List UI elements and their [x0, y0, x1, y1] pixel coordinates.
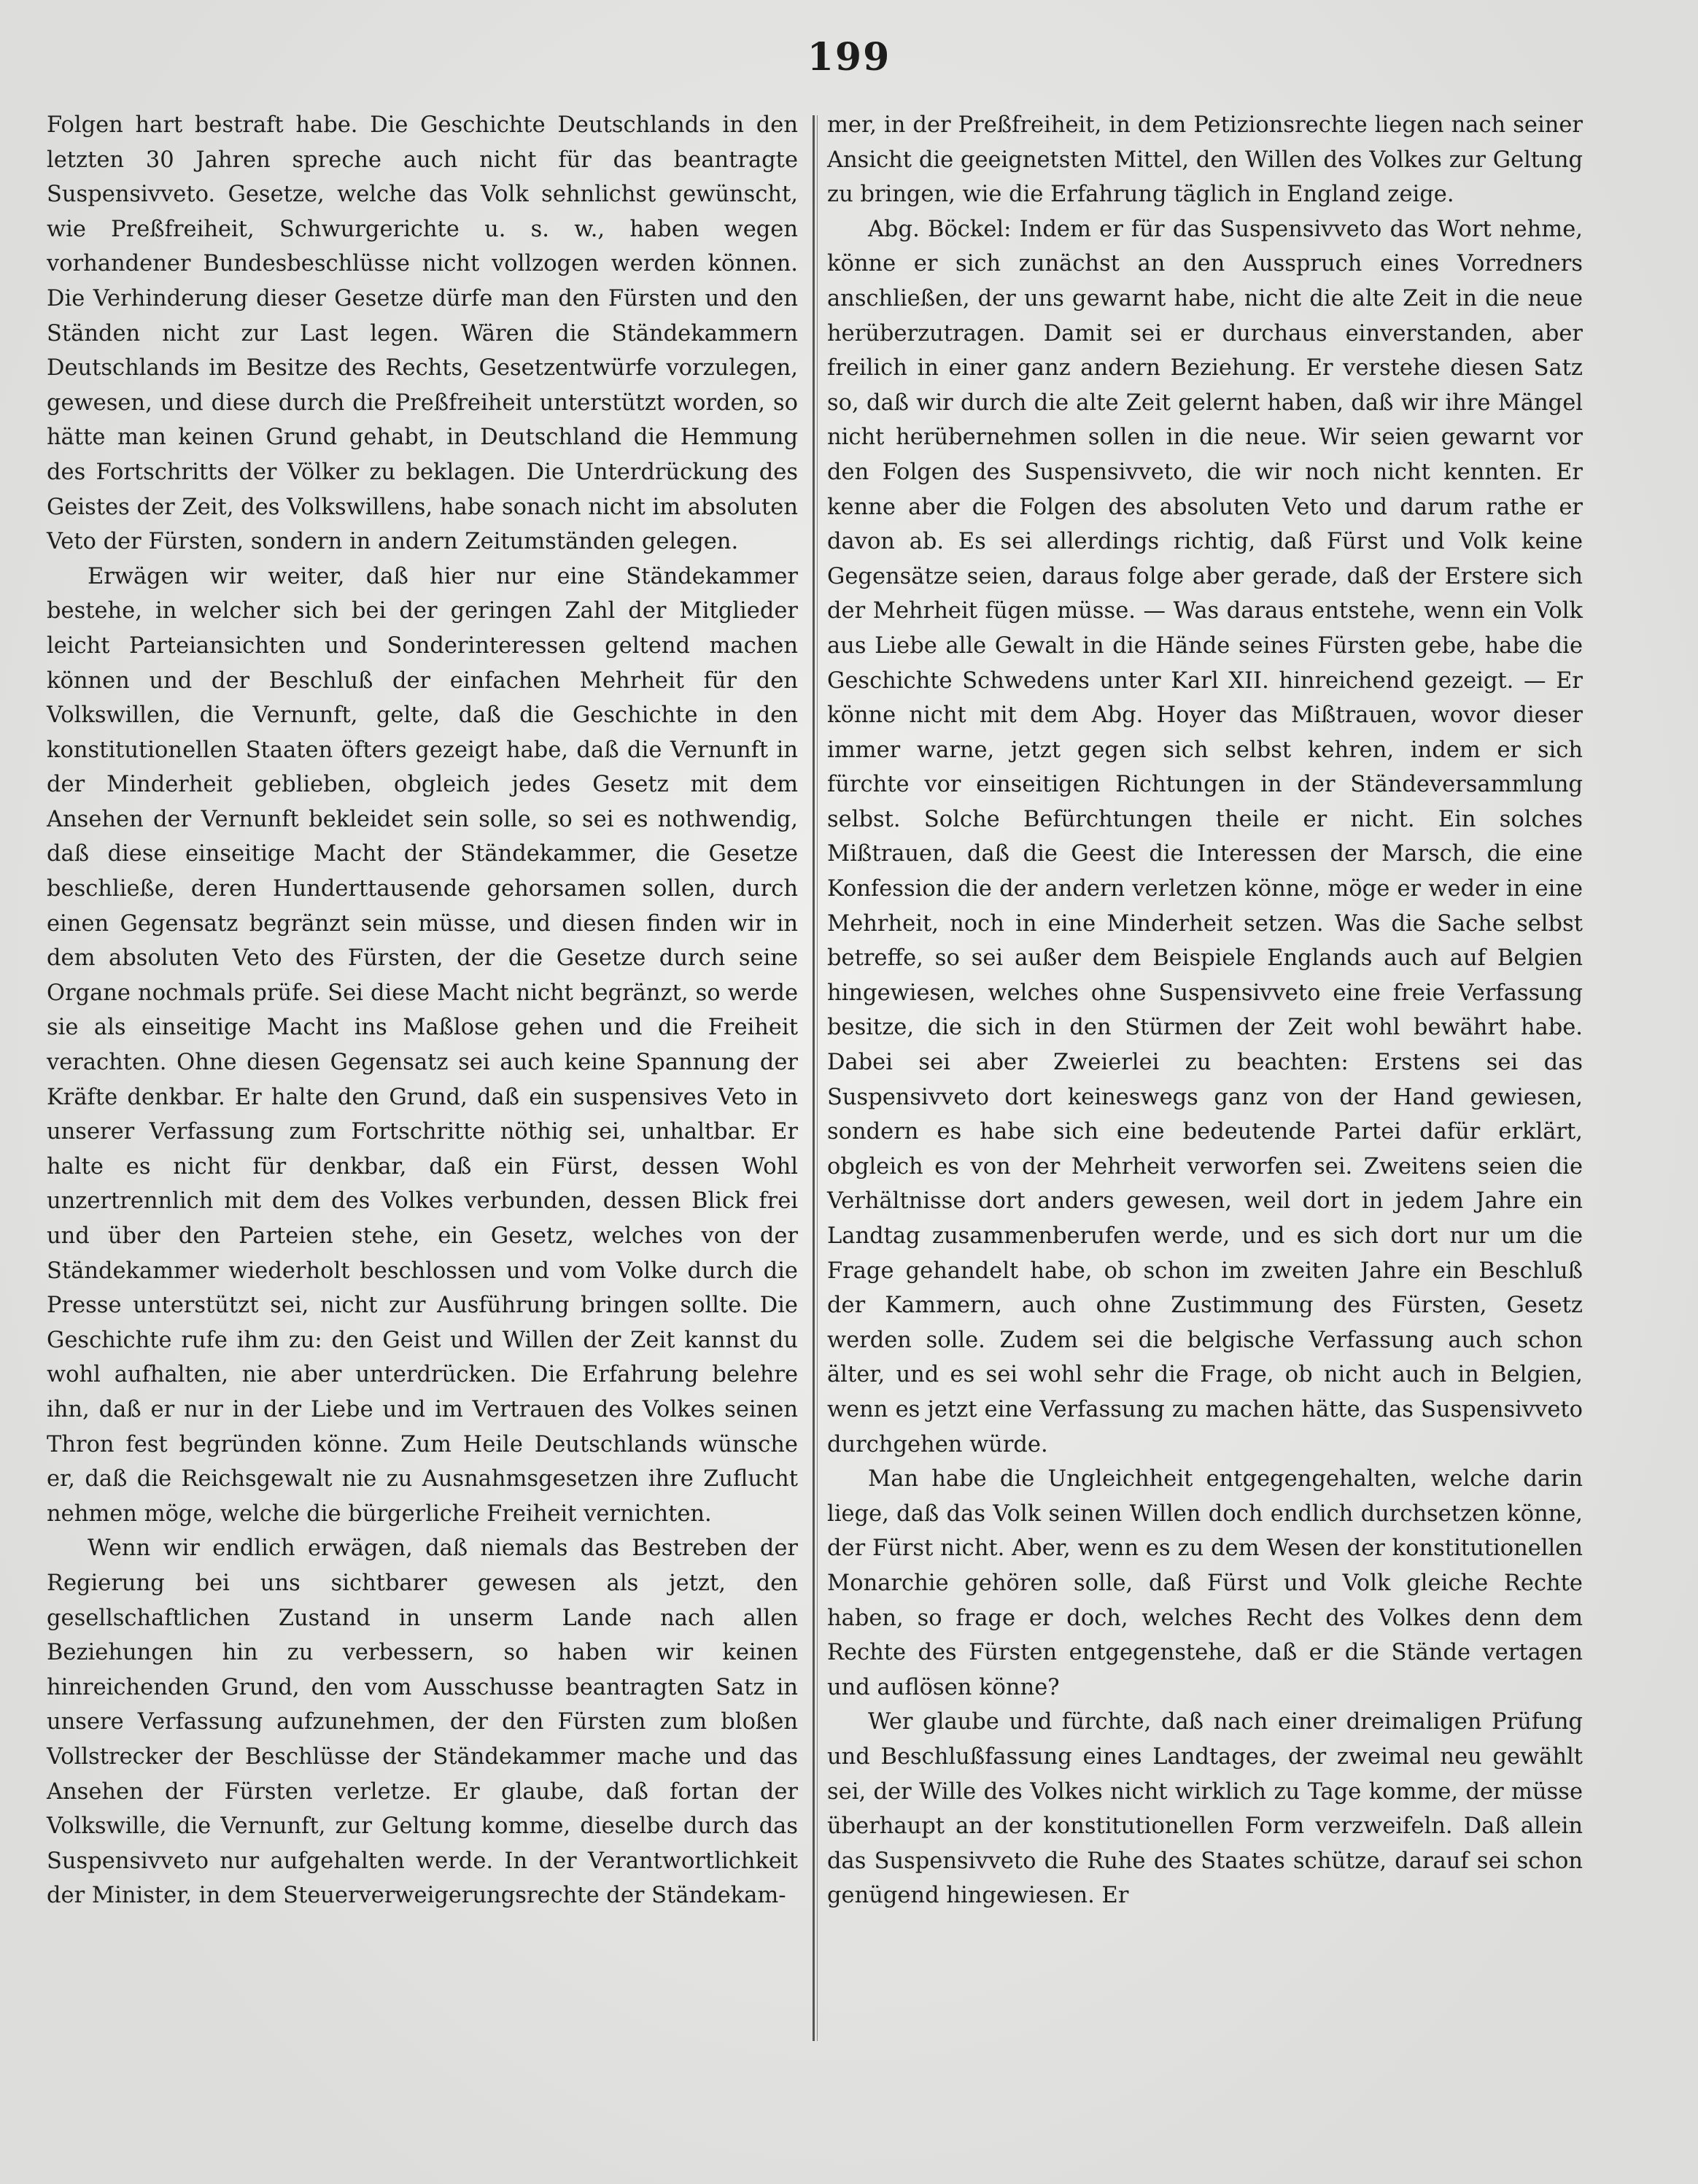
column-divider-secondary	[817, 115, 818, 2041]
left-paragraph-2: Erwägen wir weiter, daß hier nur eine Ständekammer bestehe, in welcher sich bei der geringen Zahl der Mitglieder leicht Parteiansichten und Sonderinteressen geltend machen können und der Beschluß der einfachen Mehrheit für den Volkswillen, die Vernunft, gelte, daß die Geschichte in den konstitutionellen Staaten öfters gezeigt habe, daß die Vernunft in der Minderheit geblieben, obgleich jedes Gesetz mit dem Ansehen der Vernunft bekleidet sein solle, so sei es nothwendig, daß diese einseitige Macht der Ständekammer, die Gesetze beschließe, deren Hunderttausende gehorsamen sollen, durch einen Gegensatz begränzt sein müsse, und diesen finden wir in dem absoluten Veto des Fürsten, der die Gesetze durch seine Organe nochmals prüfe. Sei diese Macht nicht begränzt, so werde sie als einseitige Macht ins Maßlose gehen und die Freiheit verachten. Ohne diesen Gegensatz sei auch keine Spannung der Kräfte denkbar. Er halte den Grund, daß ein suspensives Veto in unserer Verfassung zum Fortschritte nöthig sei, unhaltbar. Er halte es nicht für denkbar, daß ein Fürst, dessen Wohl unzertrennlich mit dem des Volkes verbunden, dessen Blick frei und über den Parteien stehe, ein Gesetz, welches von der Ständekammer wiederholt beschlossen und vom Volke durch die Presse unterstützt sei, nicht zur Ausführung bringen sollte. Die Geschichte rufe ihm zu: den Geist und Willen der Zeit kannst du wohl aufhalten, nie aber unterdrücken. Die Erfahrung belehre ihn, daß er nur in der Liebe und im Vertrauen des Volkes seinen Thron fest begründen könne. Zum Heile Deutschlands wünsche er, daß die Reichsgewalt nie zu Ausnahmsgesetzen ihre Zuflucht nehmen möge, welche die bürgerliche Freiheit vernichten.	[47, 563, 798, 1527]
left-paragraph-3: Wenn wir endlich erwägen, daß niemals das Bestreben der Regierung bei uns sichtbarer gewesen als jetzt, den gesellschaftlichen Zustand in unserm Lande nach allen Beziehungen hin zu verbessern, so haben wir keinen hinreichenden Grund, den vom Ausschusse beantragten Satz in unsere Verfassung aufzunehmen, der den Fürsten zum bloßen Vollstrecker der Beschlüsse der Ständekammer mache und das Ansehen der Fürsten verletze. Er glaube, daß fortan der Volkswille, die Vernunft, zur Geltung komme, dieselbe durch das Suspensivveto nur aufgehalten werde. In der Verantwortlichkeit der Minister, in dem Steuerverweigerungsrechte der Ständekam-	[47, 1536, 798, 1909]
right-paragraph-2: Abg. Böckel: Indem er für das Suspensivveto das Wort nehme, könne er sich zunächst an den Ausspruch eines Vorredners anschließen, der uns gewarnt habe, nicht die alte Zeit in die neue herüberzutragen. Damit sei er durchaus einverstanden, aber freilich in einer ganz andern Beziehung. Er verstehe diesen Satz so, daß wir durch die alte Zeit gelernt haben, daß wir ihre Mängel nicht herübernehmen sollen in die neue. Wir seien gewarnt vor den Folgen des Suspensivveto, die wir noch nicht kennten. Er kenne aber die Folgen des absoluten Veto und darum rathe er davon ab. Es sei allerdings richtig, daß Fürst und Volk keine Gegensätze seien, daraus folge aber gerade, daß der Erstere sich der Mehrheit fügen müsse. — Was daraus entstehe, wenn ein Volk aus Liebe alle Gewalt in die Hände seines Fürsten gebe, habe die Geschichte Schwedens unter Karl XII. hinreichend gezeigt. — Er könne nicht mit dem Abg. Hoyer das Mißtrauen, wovor dieser immer warne, jetzt gegen sich selbst kehren, indem er sich fürchte vor einseitigen Richtungen in der Ständeversammlung selbst. Solche Befürchtungen theile er nicht. Ein solches Mißtrauen, daß die Geest die Interessen der Marsch, die eine Konfession die der andern verletzen könne, möge er weder in eine Mehrheit, noch in eine Minderheit setzen. Was die Sache selbst betreffe, so sei außer dem Beispiele Englands auch auf Belgien hingewiesen, welches ohne Suspensivveto eine freie Verfassung besitze, die sich in den Stürmen der Zeit wohl bewährt habe. Dabei sei aber Zweierlei zu beachten: Erstens sei das Suspensivveto dort keineswegs ganz von der Hand gewiesen, sondern es habe sich eine bedeutende Partei dafür erklärt, obgleich es von der Mehrheit verworfen sei. Zweitens seien die Verhältnisse dort anders gewesen, weil dort in jedem Jahre ein Landtag zusammenberufen werde, und es sich dort nur um die Frage gehandelt habe, ob schon im zweiten Jahre ein Beschluß der Kammern, auch ohne Zustimmung des Fürsten, Gesetz werden solle. Zudem sei die belgische Verfassung auch schon älter, und es sei wohl sehr die Frage, ob nicht auch in Belgien, wenn es jetzt eine Verfassung zu machen hätte, das Suspensivveto durchgehen würde.	[827, 216, 1583, 1457]
right-paragraph-4: Wer glaube und fürchte, daß nach einer dreimaligen Prüfung und Beschlußfassung eines Landtages, der zweimal neu gewählt sei, der Wille des Volkes nicht wirklich zu Tage komme, der müsse überhaupt an der konstitutionellen Form verzweifeln. Daß allein das Suspensivveto die Ruhe des Staates schütze, darauf sei schon genügend hingewiesen. Er	[827, 1709, 1583, 1909]
left-paragraph-1: Folgen hart bestraft habe. Die Geschichte Deutschlands in den letzten 30 Jahren spreche auch nicht für das beantragte Suspensivveto. Gesetze, welche das Volk sehnlichst gewünscht, wie Preßfreiheit, Schwurgerichte u. s. w., haben wegen vorhandener Bundesbeschlüsse nicht vollzogen werden können. Die Verhinderung dieser Gesetze dürfe man den Fürsten und den Ständen nicht zur Last legen. Wären die Ständekammern Deutschlands im Besitze des Rechts, Gesetzentwürfe vorzulegen, gewesen, und diese durch die Preßfreiheit unterstützt worden, so hätte man keinen Grund gehabt, in Deutschland die Hemmung des Fortschritts der Völker zu beklagen. Die Unterdrückung des Geistes der Zeit, des Volkswillens, habe sonach nicht im absoluten Veto der Fürsten, sondern in andern Zeitumständen gelegen.	[47, 112, 798, 555]
left-column	[47, 108, 798, 1913]
right-paragraph-3: Man habe die Ungleichheit entgegengehalten, welche darin liege, daß das Volk seinen Willen doch endlich durchsetzen könne, der Fürst nicht. Aber, wenn es zu dem Wesen der konstitutionellen Monarchie gehören solle, daß Fürst und Volk gleiche Rechte haben, so frage er doch, welches Recht des Volkes denn dem Rechte des Fürsten entgegenstehe, daß er die Stände vertagen und auflösen könne?	[827, 1466, 1583, 1700]
column-divider	[813, 115, 815, 2041]
page-number: 199	[807, 35, 891, 80]
right-paragraph-1: mer, in der Preßfreiheit, in dem Petizionsrechte liegen nach seiner Ansicht die geeignetsten Mittel, den Willen des Volkes zur Geltung zu bringen, wie die Erfahrung täglich in England zeige.	[827, 112, 1583, 208]
right-column	[827, 108, 1583, 1913]
